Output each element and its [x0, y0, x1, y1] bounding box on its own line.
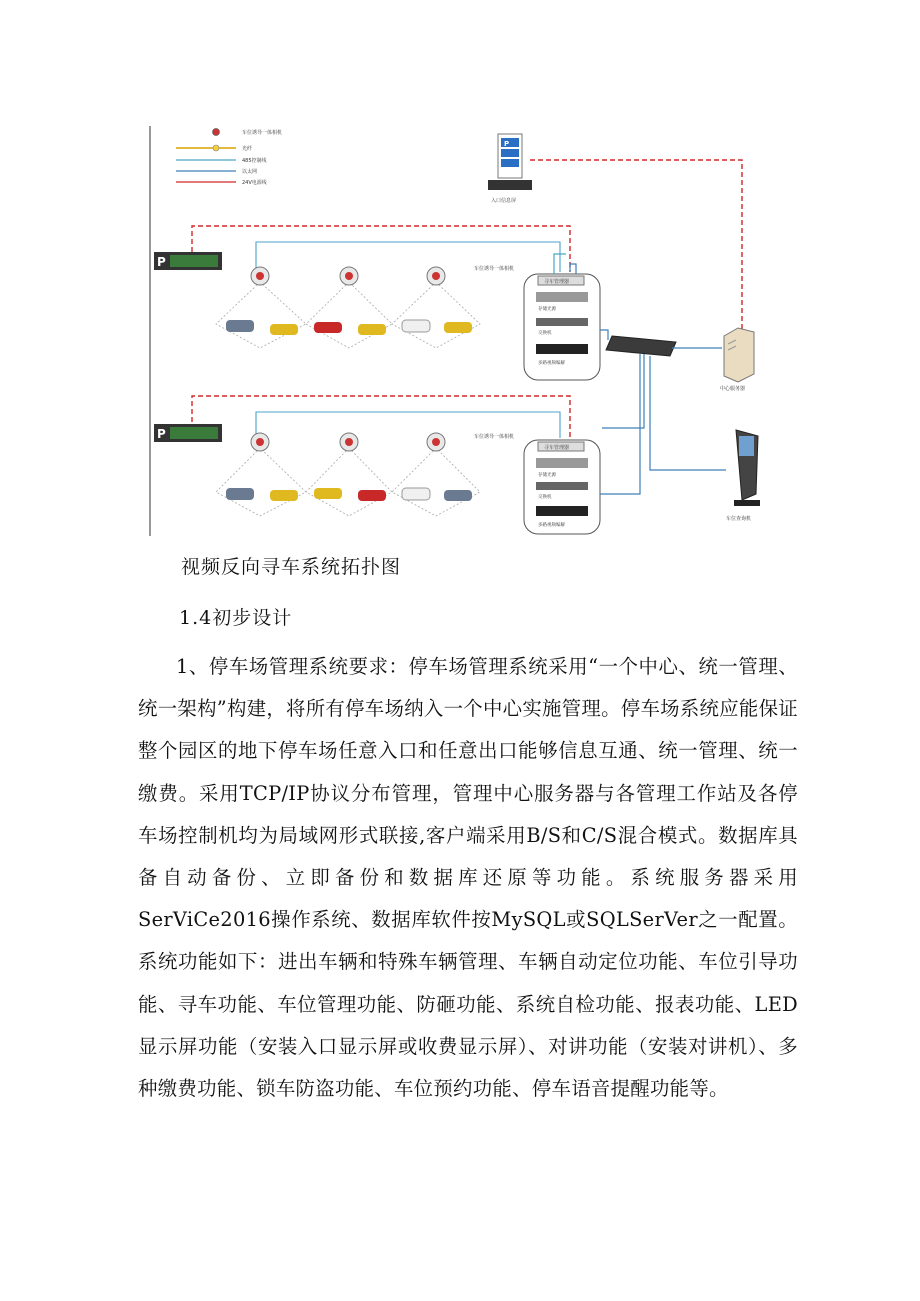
legend-fiber: 光纤: [242, 146, 253, 152]
camera-row-bottom: [216, 433, 514, 516]
query-kiosk: [726, 430, 760, 522]
parking-sign-top: [154, 252, 222, 270]
kiosk-label: 车位查询机: [726, 516, 752, 522]
svg-text:存储光源: 存储光源: [538, 473, 556, 478]
svg-text:P: P: [157, 427, 166, 441]
server-label: 中心服务器: [720, 386, 746, 392]
svg-text:多路视频编解: 多路视频编解: [538, 523, 565, 528]
entry-screen-label: 入口信息屏: [491, 198, 517, 204]
parking-sign-bottom: [154, 424, 222, 442]
legend-power: 24V电源线: [242, 180, 267, 186]
section-heading: 1.4初步设计: [179, 607, 293, 629]
svg-text:P: P: [157, 255, 166, 269]
manager-top: [524, 274, 600, 380]
topology-diagram: [146, 124, 752, 538]
camera-row-top: [216, 265, 514, 348]
svg-text:交换机: 交换机: [538, 331, 552, 336]
manager-bottom: [524, 440, 600, 534]
svg-text:多路视频编解: 多路视频编解: [538, 361, 565, 366]
figure-caption: 视频反向寻车系统拓扑图: [181, 556, 402, 578]
camera-label-top: 车位诱导一体相机: [474, 266, 515, 272]
legend-485: 485控制线: [242, 158, 267, 164]
central-server: [720, 328, 754, 392]
camera-label-bottom: 车位诱导一体相机: [474, 434, 515, 440]
legend-ethernet: 以太网: [242, 169, 258, 175]
svg-text:P: P: [504, 140, 510, 148]
svg-text:寻车管理器: 寻车管理器: [544, 445, 570, 451]
svg-text:存储光源: 存储光源: [538, 307, 556, 312]
legend: [176, 129, 282, 187]
legend-camera: 车位诱导一体相机: [242, 130, 283, 136]
core-switch: [606, 336, 676, 356]
svg-text:寻车管理器: 寻车管理器: [544, 279, 570, 285]
svg-text:交换机: 交换机: [538, 495, 552, 500]
body-paragraph: 1、停车场管理系统要求：停车场管理系统采用“一个中心、统一管理、统一架构”构建，将所有停车场纳入一个中心实施管理。停车场系统应能保证整个园区的地下停车场任意入口和任意出口能够信息互通、统一管理、统一缴费。采用TCP/IP协议分布管理，管理中心服务器与各管理工作站及各停车场控制机均为局域网形式联接,客户端采用B/S和C/S混合模式。数据库具备自动备份、立即备份和数据库还原等功能。系统服务器采用SerViCe2016操作系统、数据库软件按MySQL或SQLSerVer之一配置。系统功能如下：进出车辆和特殊车辆管理、车辆自动定位功能、车位引导功能、寻车功能、车位管理功能、防砸功能、系统自检功能、报表功能、LED显示屏功能（安装入口显示屏或收费显示屏）、对讲功能（安装对讲机）、多种缴费功能、锁车防盗功能、车位预约功能、停车语音提醒功能等。: [138, 655, 799, 1101]
entry-screen: [488, 134, 532, 204]
